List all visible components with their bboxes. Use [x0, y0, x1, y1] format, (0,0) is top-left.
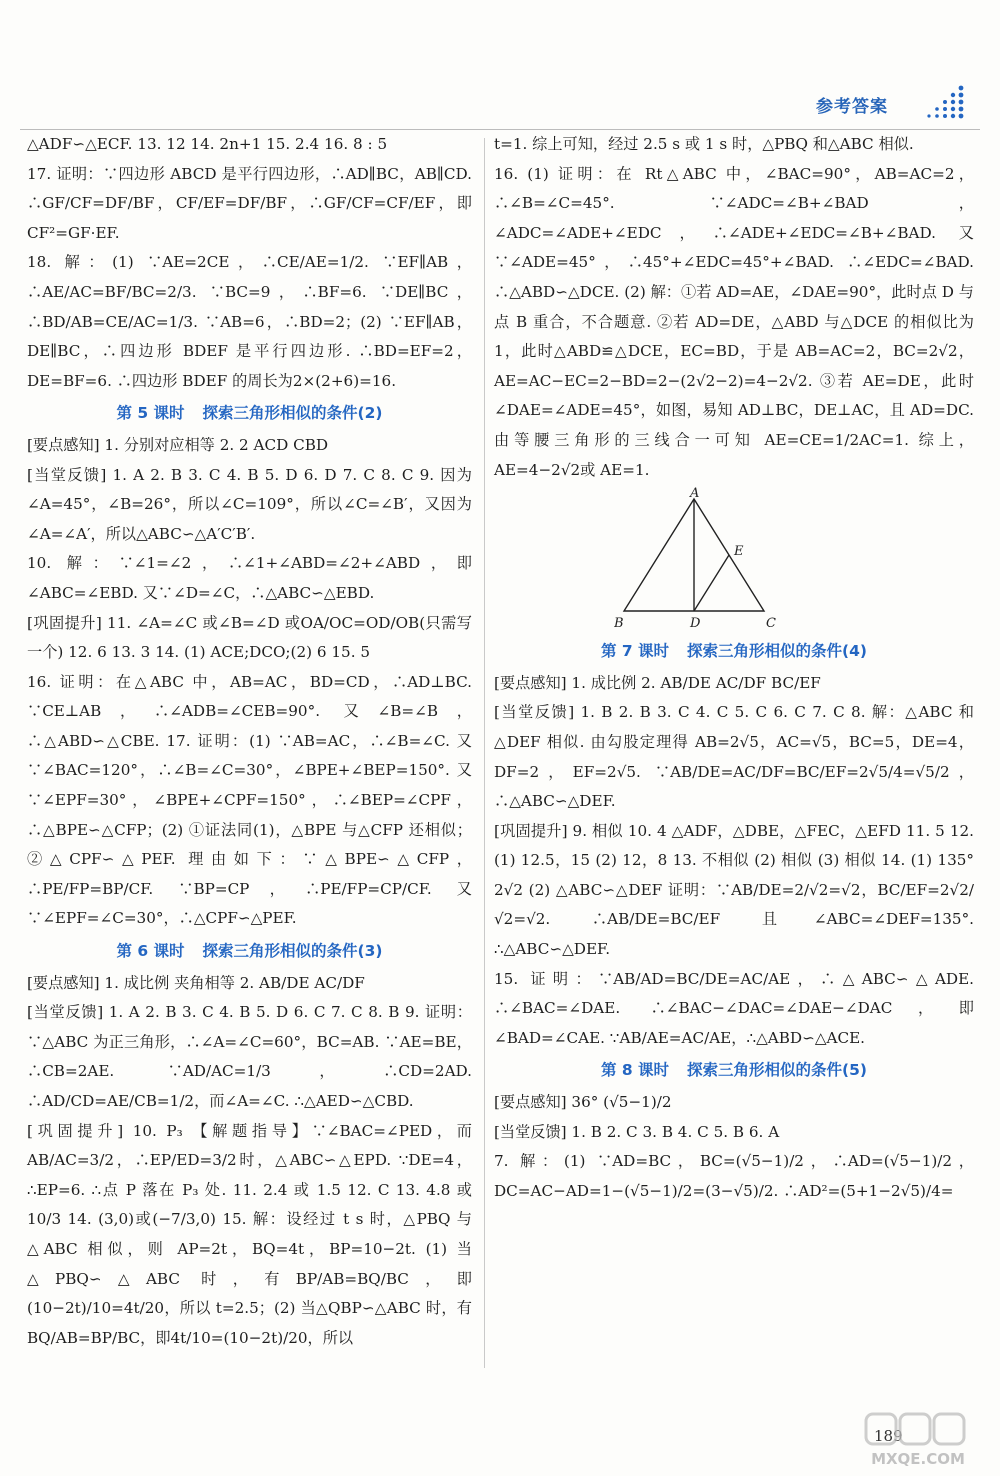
section-heading: 探索三角形相似的条件(3) [202, 942, 383, 961]
svg-text:MXQE.COM: MXQE.COM [871, 1450, 965, 1468]
paragraph: 18. 解：(1) ∵AE=2CE，∴CE/AE=1/2. ∵EF∥AB，∴AE/AC=BF/BC=2/3. ∵BC=9，∴BF=6. ∵DE∥BC，∴BD/AB=CE/AC=1/3. ∵AB=6，∴BD=2；(2) ∵EF∥AB，DE∥BC，∴四边形 BDEF 是平行四边形. ∴BD=EF=2，DE=BF=6. ∴四边形 BDEF 的周长为2×(2+6)=16. [27, 253, 472, 390]
triangle-diagram [614, 487, 794, 633]
paragraph: 16. (1) 证明：在 Rt△ABC 中，∠BAC=90°，AB=AC=2，∴∠B=∠C=45°. ∵∠ADC=∠B+∠BAD，∠ADC=∠ADE+∠EDC，∴∠ADE+∠EDC=∠B+∠BAD. 又∵∠ADE=45°，∴45°+∠EDC=45°+∠BAD. ∴∠EDC=∠BAD. ∴△ABD∽△DCE. (2) 解：①若 AD=AE，∠DAE=90°，此时点 D 与点 B 重合，不合题意. ②若 AD=DE，△ABD 与△DCE 的相似比为 1，此时△ABD≌△DCE，EC=BD，于是 AB=AC=2，BC=2√2，AE=AC−EC=2−BD=2−(2√2−2)=4−2√2. ③若 AE=DE，此时∠DAE=∠ADE=45°，如图，易知 AD⊥BC，DE⊥AC，且 AD=DC. 由等腰三角形的三线合一可知 AE=CE=1/2AC=1. 综上，AE=4−2√2或 AE=1. [494, 164, 974, 479]
section-8-title [494, 1056, 974, 1086]
paragraph: [要点感知] 1. 分别对应相等 2. 2 ACD CBD [27, 435, 329, 454]
paragraph: 16. 证明：在△ABC 中，AB=AC，BD=CD，∴AD⊥BC. ∵CE⊥AB，∴∠ADB=∠CEB=90°. 又∠B=∠B，∴△ABD∽△CBE. 17. 证明：(1) ∵AB=AC，∴∠B=∠C. 又∵∠BAC=120°，∴∠B=∠C=30°，∠BPE+∠BEP=150°. 又∵∠EPF=30°，∠BPE+∠CPF=150°，∴∠BEP=∠CPF，∴△BPE∽△CFP；(2) ①证法同(1)，△BPE 与△CFP 还相似；②△CPF∽△PEF. 理由如下：∵△BPE∽△CFP，∴PE/FP=BP/CF. ∵BP=CP，∴PE/FP=CP/CF. 又∵∠EPF=∠C=30°，∴△CPF∽△PEF. [27, 672, 472, 928]
paragraph: [当堂反馈] 1. B 2. C 3. B 4. C 5. B 6. A [494, 1122, 780, 1141]
paragraph: [巩固提升] 11. ∠A=∠C 或∠B=∠D 或OA/OC=OD/OB(只需写一个) 12. 6 13. 3 14. (1) ACE;DCO;(2) 6 15. 5 [27, 613, 472, 662]
section-label: 第 6 课时 [116, 942, 185, 961]
paragraph: [要点感知] 36° (√5−1)/2 [494, 1093, 672, 1112]
paragraph: t=1. 综上可知，经过 2.5 s 或 1 s 时，△PBQ 和△ABC 相似. [494, 135, 914, 153]
section-7-title [494, 637, 974, 667]
watermark-logo [832, 1410, 972, 1470]
triangle-figure [494, 487, 974, 633]
paragraph: 17. 证明：∵四边形 ABCD 是平行四边形，∴AD∥BC，AB∥CD. ∴GF/CF=DF/BF，CF/EF=DF/BF，∴GF/CF=CF/EF，即 CF²=GF·EF. [27, 164, 472, 242]
section-heading: 探索三角形相似的条件(5) [687, 1061, 868, 1080]
page-number: 189 [874, 1427, 903, 1445]
header-title: 参考答案 [816, 97, 888, 117]
paragraph: 15. 证明：∵AB/AD=BC/DE=AC/AE，∴△ABC∽△ADE. ∴∠BAC=∠DAE. ∴∠BAC−∠DAC=∠DAE−∠DAC，即∠BAD=∠CAE. ∵AB/AE=AC/AE，∴△ABD∽△ACE. [494, 969, 974, 1047]
paragraph: △ADF∽△ECF. 13. 12 14. 2n+1 15. 2.4 16. 8 : 5 [27, 135, 388, 153]
paragraph: [当堂反馈] 1. B 2. B 3. C 4. C 5. C 6. C 7. C 8. 解：△ABC 和△DEF 相似. 由勾股定理得 AB=2√5，AC=√5，BC=5，DE=4，DF=2，EF=2√5. ∵AB/DE=AC/DF=BC/EF=2√5/4=√5/2，∴△ABC∽△DEF. [494, 703, 974, 811]
left-column [27, 130, 472, 1353]
label-e: E [734, 544, 744, 560]
section-heading: 探索三角形相似的条件(2) [202, 404, 383, 423]
paragraph: [要点感知] 1. 成比例 夹角相等 2. AB/DE AC/DF [27, 973, 365, 992]
paragraph: [巩固提升] 10. P₃ 【解题指导】∵∠BAC=∠PED，而AB/AC=3/2，∴EP/ED=3/2时，△ABC∽△EPD. ∵DE=4，∴EP=6. ∴点 P 落在 P₃ 处. 11. 2.4 或 1.5 12. C 13. 4.8 或 10/3 14. (3,0)或(−7/3,0) 15. 解：设经过 t s 时，△PBQ 与△ABC 相似，则 AP=2t，BQ=4t，BP=10−2t. (1) 当△PBQ∽△ABC 时，有BP/AB=BQ/BC，即(10−2t)/10=4t/20，所以 t=2.5；(2) 当△QBP∽△ABC 时，有BQ/AB=BP/BC，即4t/10=(10−2t)/20，所以 [27, 1121, 472, 1347]
segment-de [694, 555, 729, 611]
paragraph: 10. 解：∵∠1=∠2，∴∠1+∠ABD=∠2+∠ABD，即∠ABC=∠EBD. 又∵∠D=∠C，∴△ABC∽△EBD. [27, 554, 472, 602]
right-column [494, 130, 974, 1206]
section-heading: 探索三角形相似的条件(4) [687, 642, 868, 661]
label-d: D [690, 616, 701, 632]
label-c: C [766, 616, 776, 632]
paragraph: 7. 解：(1) ∵AD=BC，BC=(√5−1)/2，∴AD=(√5−1)/2，DC=AC−AD=1−(√5−1)/2=(3−√5)/2. ∴AD²=(5+1−2√5)/4= [494, 1152, 974, 1200]
paragraph: [当堂反馈] 1. A 2. B 3. C 4. B 5. D 6. C 7. C 8. B 9. 证明：∵△ABC 为正三角形，∴∠A=∠C=60°，BC=AB. ∵AE=BE，∴CB=2AE. ∵AD/AC=1/3，∴CD=2AD. ∴AD/CD=AE/CB=1/2，而∠A=∠C. ∴△AED∽△CBD. [27, 1003, 472, 1110]
section-label: 第 7 课时 [600, 642, 670, 661]
paragraph: [巩固提升] 9. 相似 10. 4 △ADF，△DBE，△FEC，△EFD 11. 5 12. (1) 12.5，15 (2) 12，8 13. 不相似 (2) 相似 (3) 相似 14. (1) 135° 2√2 (2) △ABC∽△DEF 证明：∵AB/DE=2/√2=√2，BC/EF=2√2/√2=√2. ∴AB/DE=BC/EF 且∠ABC=∠DEF=135°. ∴△ABC∽△DEF. [494, 821, 974, 959]
label-a: A [690, 487, 700, 502]
paragraph: [要点感知] 1. 成比例 2. AB/DE AC/DF BC/EF [494, 673, 821, 692]
label-b: B [614, 616, 624, 632]
section-label: 第 8 课时 [600, 1061, 670, 1080]
section-6-title [27, 937, 472, 967]
column-divider [484, 138, 485, 1368]
section-label: 第 5 课时 [116, 404, 185, 423]
section-5-title [27, 399, 472, 429]
paragraph: [当堂反馈] 1. A 2. B 3. C 4. B 5. D 6. D 7. C 8. C 9. 因为∠A=45°，∠B=26°，所以∠C=109°，所以∠C=∠B′，又因为∠A=∠A′，所以△ABC∽△A′C′B′. [27, 465, 472, 543]
header-dots-decoration [895, 84, 965, 120]
